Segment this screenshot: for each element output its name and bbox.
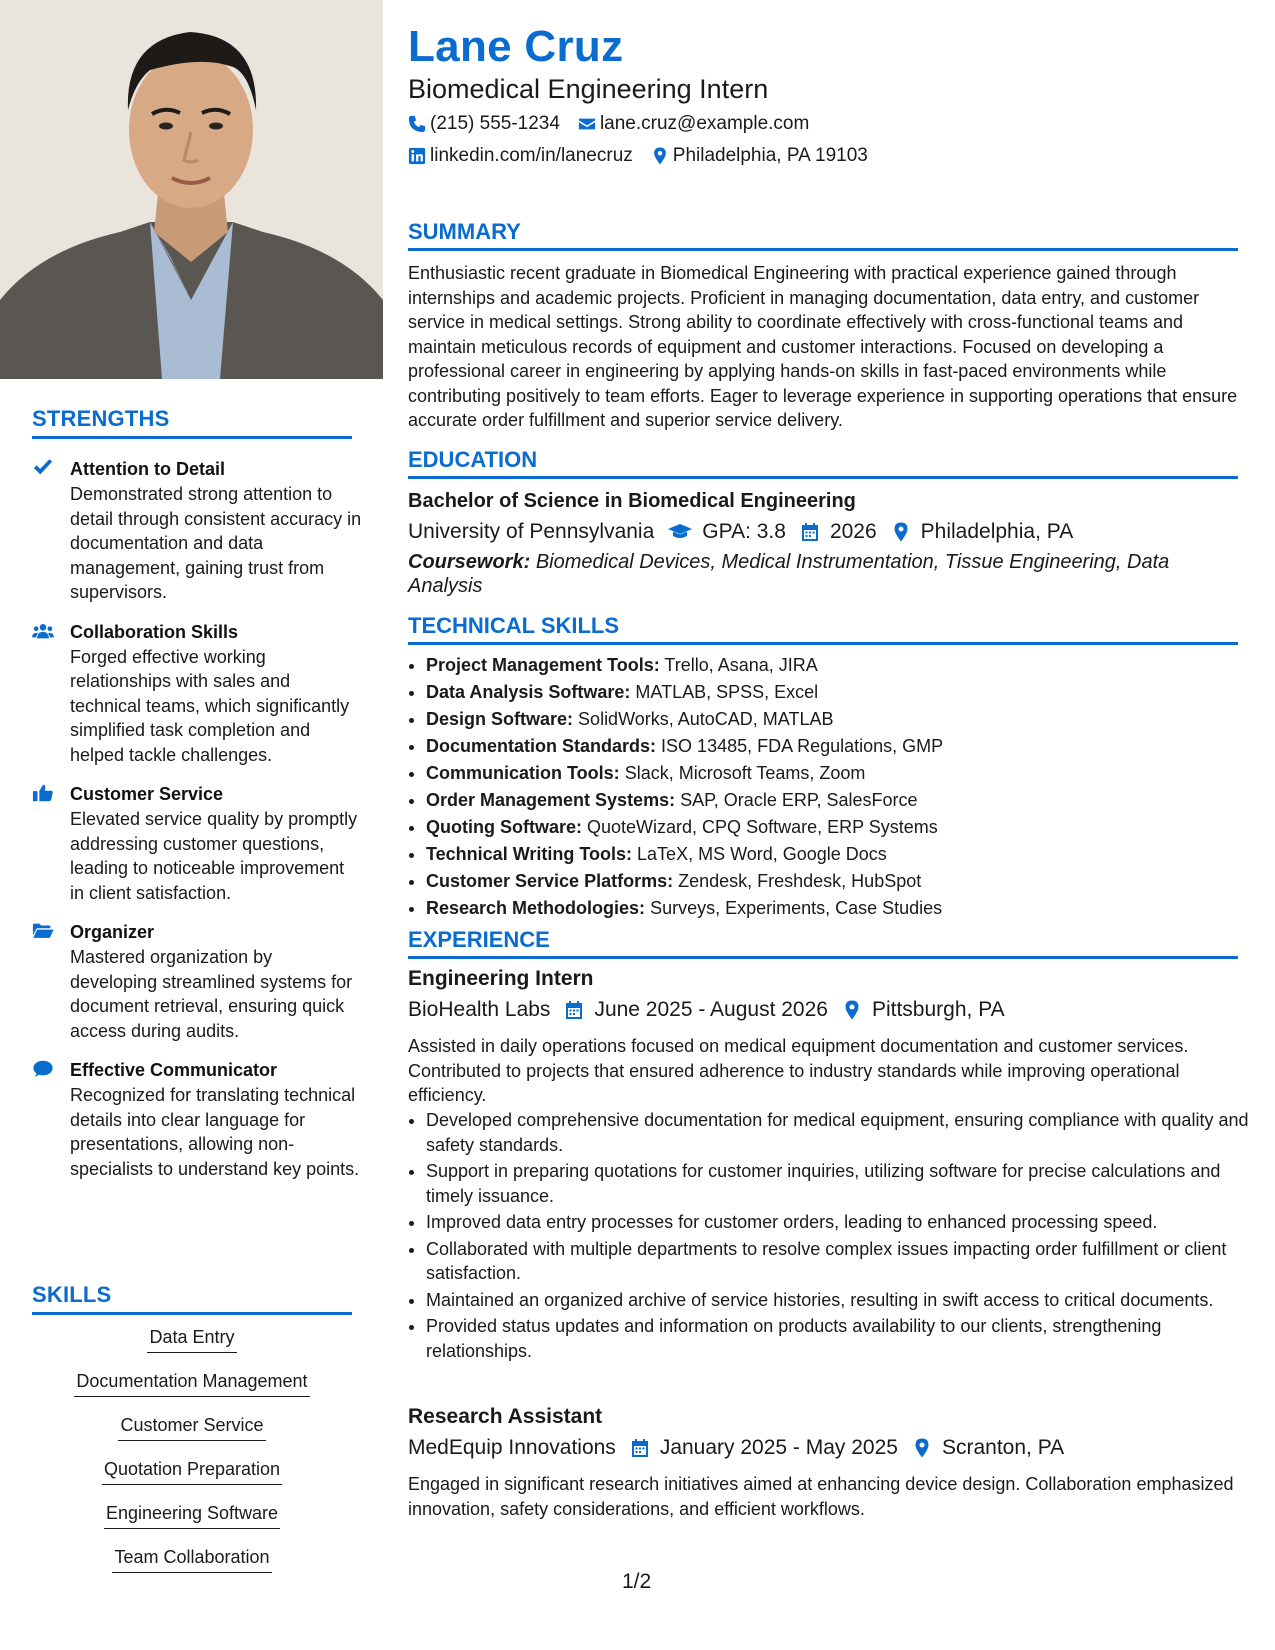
list-item: [426, 895, 1256, 922]
skill-values: SolidWorks, AutoCAD, MATLAB: [578, 709, 834, 729]
company-name: [408, 1436, 616, 1460]
phone-contact[interactable]: [408, 113, 560, 135]
job-dates: [564, 998, 828, 1022]
envelope-icon: [578, 115, 596, 133]
company-text: MedEquip Innovations: [408, 1436, 616, 1459]
strength-title: Customer Service: [70, 784, 224, 804]
folder-open-icon: [32, 919, 70, 1043]
job-location: [842, 998, 1005, 1022]
candidate-name: Lane Cruz: [408, 22, 624, 71]
skill-values: Surveys, Experiments, Case Studies: [650, 898, 943, 918]
job-title: Research Assistant: [408, 1405, 603, 1428]
list-item: • Support in preparing quotations for customer inquiries, utilizing software for precise calculations and timely issuance.: [426, 1159, 1256, 1208]
strengths-list: [32, 456, 362, 1195]
skill-tag: Engineering Software: [104, 1501, 280, 1529]
job-summary: Assisted in daily operations focused on medical equipment documentation and customer services. Contributed to projects that ensured adherence to industry standards while improving operational efficiency.: [408, 1036, 1189, 1105]
job-title: Engineering Intern: [408, 967, 594, 990]
strength-title: Collaboration Skills: [70, 621, 239, 642]
list-item: [426, 841, 1256, 868]
summary-text: Enthusiastic recent graduate in Biomedical Engineering with practical experience gained through internships and academic projects. Proficient in managing documentation, data entry, and customer service in medical settings. Strong ability to coordinate effectively with cross-functional teams and maintain meticulous records of equipment and customer interactions. Focused on developing a professional career in engineering by applying hands-on skills in fast-paced environments while contributing positively to team efforts. Eager to leverage experience in supporting operations that ensure accurate order fulfillment and superior service delivery.: [408, 263, 1238, 430]
location-text: Philadelphia, PA 19103: [672, 145, 868, 166]
education-location-text: Philadelphia, PA: [920, 520, 1074, 543]
skill-category: Data Analysis Software:: [426, 682, 631, 702]
skill-values: SAP, Oracle ERP, SalesForce: [680, 790, 918, 810]
list-item: • Collaborated with multiple departments to resolve complex issues impacting order fulfillment or client satisfaction.: [426, 1237, 1256, 1286]
list-item: [426, 652, 1256, 679]
skill-tag: Quotation Preparation: [102, 1457, 282, 1485]
skill-values: Zendesk, Freshdesk, HubSpot: [678, 871, 922, 891]
summary-heading: SUMMARY: [408, 219, 1238, 251]
email-contact[interactable]: [578, 113, 809, 135]
list-item: [426, 868, 1256, 895]
skill-category: Communication Tools:: [426, 763, 620, 783]
strength-description: Demonstrated strong attention to detail through consistent accuracy in documentation and data management, gaining trust from supervisors.: [70, 484, 362, 602]
company-name: [408, 998, 550, 1022]
calendar-icon: [564, 1000, 584, 1020]
contact-row: [408, 145, 886, 167]
skills-heading: SKILLS: [32, 1282, 352, 1315]
profile-photo: [0, 0, 383, 379]
skills-list: [32, 1325, 352, 1589]
coursework: [408, 550, 1238, 598]
list-item: [426, 733, 1256, 760]
dates-text: June 2025 - August 2026: [594, 998, 828, 1021]
phone-text: (215) 555-1234: [430, 113, 560, 134]
skill-values: QuoteWizard, CPQ Software, ERP Systems: [587, 817, 938, 837]
technical-skills-list: [408, 652, 1256, 922]
location-contact: [651, 145, 868, 167]
job-location: [912, 1436, 1064, 1460]
company-text: BioHealth Labs: [408, 998, 551, 1021]
map-pin-icon: [912, 1438, 932, 1458]
linkedin-contact[interactable]: [408, 145, 633, 167]
strength-title: Attention to Detail: [70, 459, 225, 479]
strength-item: [32, 1057, 362, 1181]
skill-category: Customer Service Platforms:: [426, 871, 674, 891]
skill-values: Slack, Microsoft Teams, Zoom: [624, 763, 866, 783]
strengths-heading: STRENGTHS: [32, 406, 352, 439]
list-item: [426, 814, 1256, 841]
skill-tag: Documentation Management: [74, 1369, 309, 1397]
education-heading: EDUCATION: [408, 447, 1238, 479]
strength-item: [32, 919, 362, 1043]
strength-item: [32, 619, 362, 768]
job-location-text: Scranton, PA: [941, 1436, 1065, 1459]
job-location-text: Pittsburgh, PA: [871, 998, 1005, 1021]
strength-description: Mastered organization by developing streamlined systems for document retrieval, ensuring quick access during audits.: [70, 947, 353, 1041]
map-pin-icon: [891, 522, 911, 542]
job-meta: [408, 998, 1019, 1022]
skill-tag: Customer Service: [118, 1413, 265, 1441]
thumbs-up-icon: [32, 781, 70, 905]
contact-row: [408, 113, 827, 135]
job-meta: [408, 1436, 1078, 1460]
gpa-text: GPA: 3.8: [702, 520, 786, 543]
year-text: 2026: [829, 520, 877, 543]
candidate-role: Biomedical Engineering Intern: [408, 74, 769, 104]
strength-description: Recognized for translating technical details into clear language for presentations, allowing non-specialists to understand key points.: [70, 1085, 360, 1179]
technical-skills-heading: TECHNICAL SKILLS: [408, 613, 1238, 645]
dates-text: January 2025 - May 2025: [659, 1436, 898, 1459]
job-summary: Engaged in significant research initiatives aimed at enhancing device design. Collaboration emphasized innovation, safety considerations, and efficient workflows.: [408, 1474, 1234, 1519]
school-name: [408, 520, 654, 544]
strength-description: Elevated service quality by promptly addressing customer questions, leading to noticeable improvement in client satisfaction.: [70, 809, 358, 903]
list-item: • Maintained an organized archive of service histories, resulting in swift access to critical documents.: [426, 1288, 1256, 1313]
skill-category: Order Management Systems:: [426, 790, 676, 810]
skill-values: Trello, Asana, JIRA: [664, 655, 818, 675]
list-item: [426, 679, 1256, 706]
skill-category: Quoting Software:: [426, 817, 582, 837]
education-location: [891, 520, 1074, 544]
skill-tag: Data Entry: [147, 1325, 236, 1353]
skill-values: MATLAB, SPSS, Excel: [635, 682, 819, 702]
coursework-label: Coursework:: [408, 551, 531, 573]
list-item: • Provided status updates and information on products availability to our clients, strengthening relationships.: [426, 1314, 1256, 1363]
linkedin-text: linkedin.com/in/lanecruz: [430, 145, 633, 166]
calendar-icon: [630, 1438, 650, 1458]
skill-tag: Team Collaboration: [112, 1545, 271, 1573]
skill-category: Documentation Standards:: [426, 736, 657, 756]
experience-heading: EXPERIENCE: [408, 927, 1238, 959]
list-item: • Improved data entry processes for customer orders, leading to enhanced processing speed.: [426, 1210, 1256, 1235]
phone-icon: [408, 115, 426, 133]
list-item: [426, 760, 1256, 787]
list-item: • Developed comprehensive documentation for medical equipment, ensuring compliance with quality and safety standards.: [426, 1108, 1256, 1157]
email-text: lane.cruz@example.com: [599, 113, 810, 134]
job-dates: [630, 1436, 898, 1460]
comment-icon: [32, 1057, 70, 1181]
graduation-year: [800, 520, 877, 544]
skill-values: LaTeX, MS Word, Google Docs: [637, 844, 887, 864]
graduation-cap-icon: [668, 522, 692, 542]
strength-title: Organizer: [70, 922, 155, 942]
linkedin-icon: [408, 147, 426, 165]
page-number: 1/2: [622, 1570, 652, 1593]
map-pin-icon: [842, 1000, 862, 1020]
map-pin-icon: [651, 147, 669, 165]
strength-title: Effective Communicator: [70, 1060, 278, 1080]
coursework-text: Biomedical Devices, Medical Instrumentation, Tissue Engineering, Data Analysis: [408, 551, 1170, 597]
list-item: [426, 787, 1256, 814]
skill-category: Technical Writing Tools:: [426, 844, 633, 864]
check-icon: [32, 456, 70, 605]
skill-category: Project Management Tools:: [426, 655, 660, 675]
education-meta: [408, 520, 1087, 544]
calendar-icon: [800, 522, 820, 542]
skill-values: ISO 13485, FDA Regulations, GMP: [661, 736, 944, 756]
gpa: [668, 520, 786, 544]
school-text: University of Pennsylvania: [408, 520, 655, 543]
job-bullets: [408, 1108, 1256, 1365]
strength-item: [32, 781, 362, 905]
degree-title: Bachelor of Science in Biomedical Engineering: [408, 490, 856, 512]
strength-description: Forged effective working relationships with sales and technical teams, which significantly simplified task completion and helped tackle challenges.: [70, 646, 350, 765]
skill-category: Research Methodologies:: [426, 898, 646, 918]
strength-item: [32, 456, 362, 605]
skill-category: Design Software:: [426, 709, 574, 729]
users-icon: [32, 619, 70, 768]
list-item: [426, 706, 1256, 733]
